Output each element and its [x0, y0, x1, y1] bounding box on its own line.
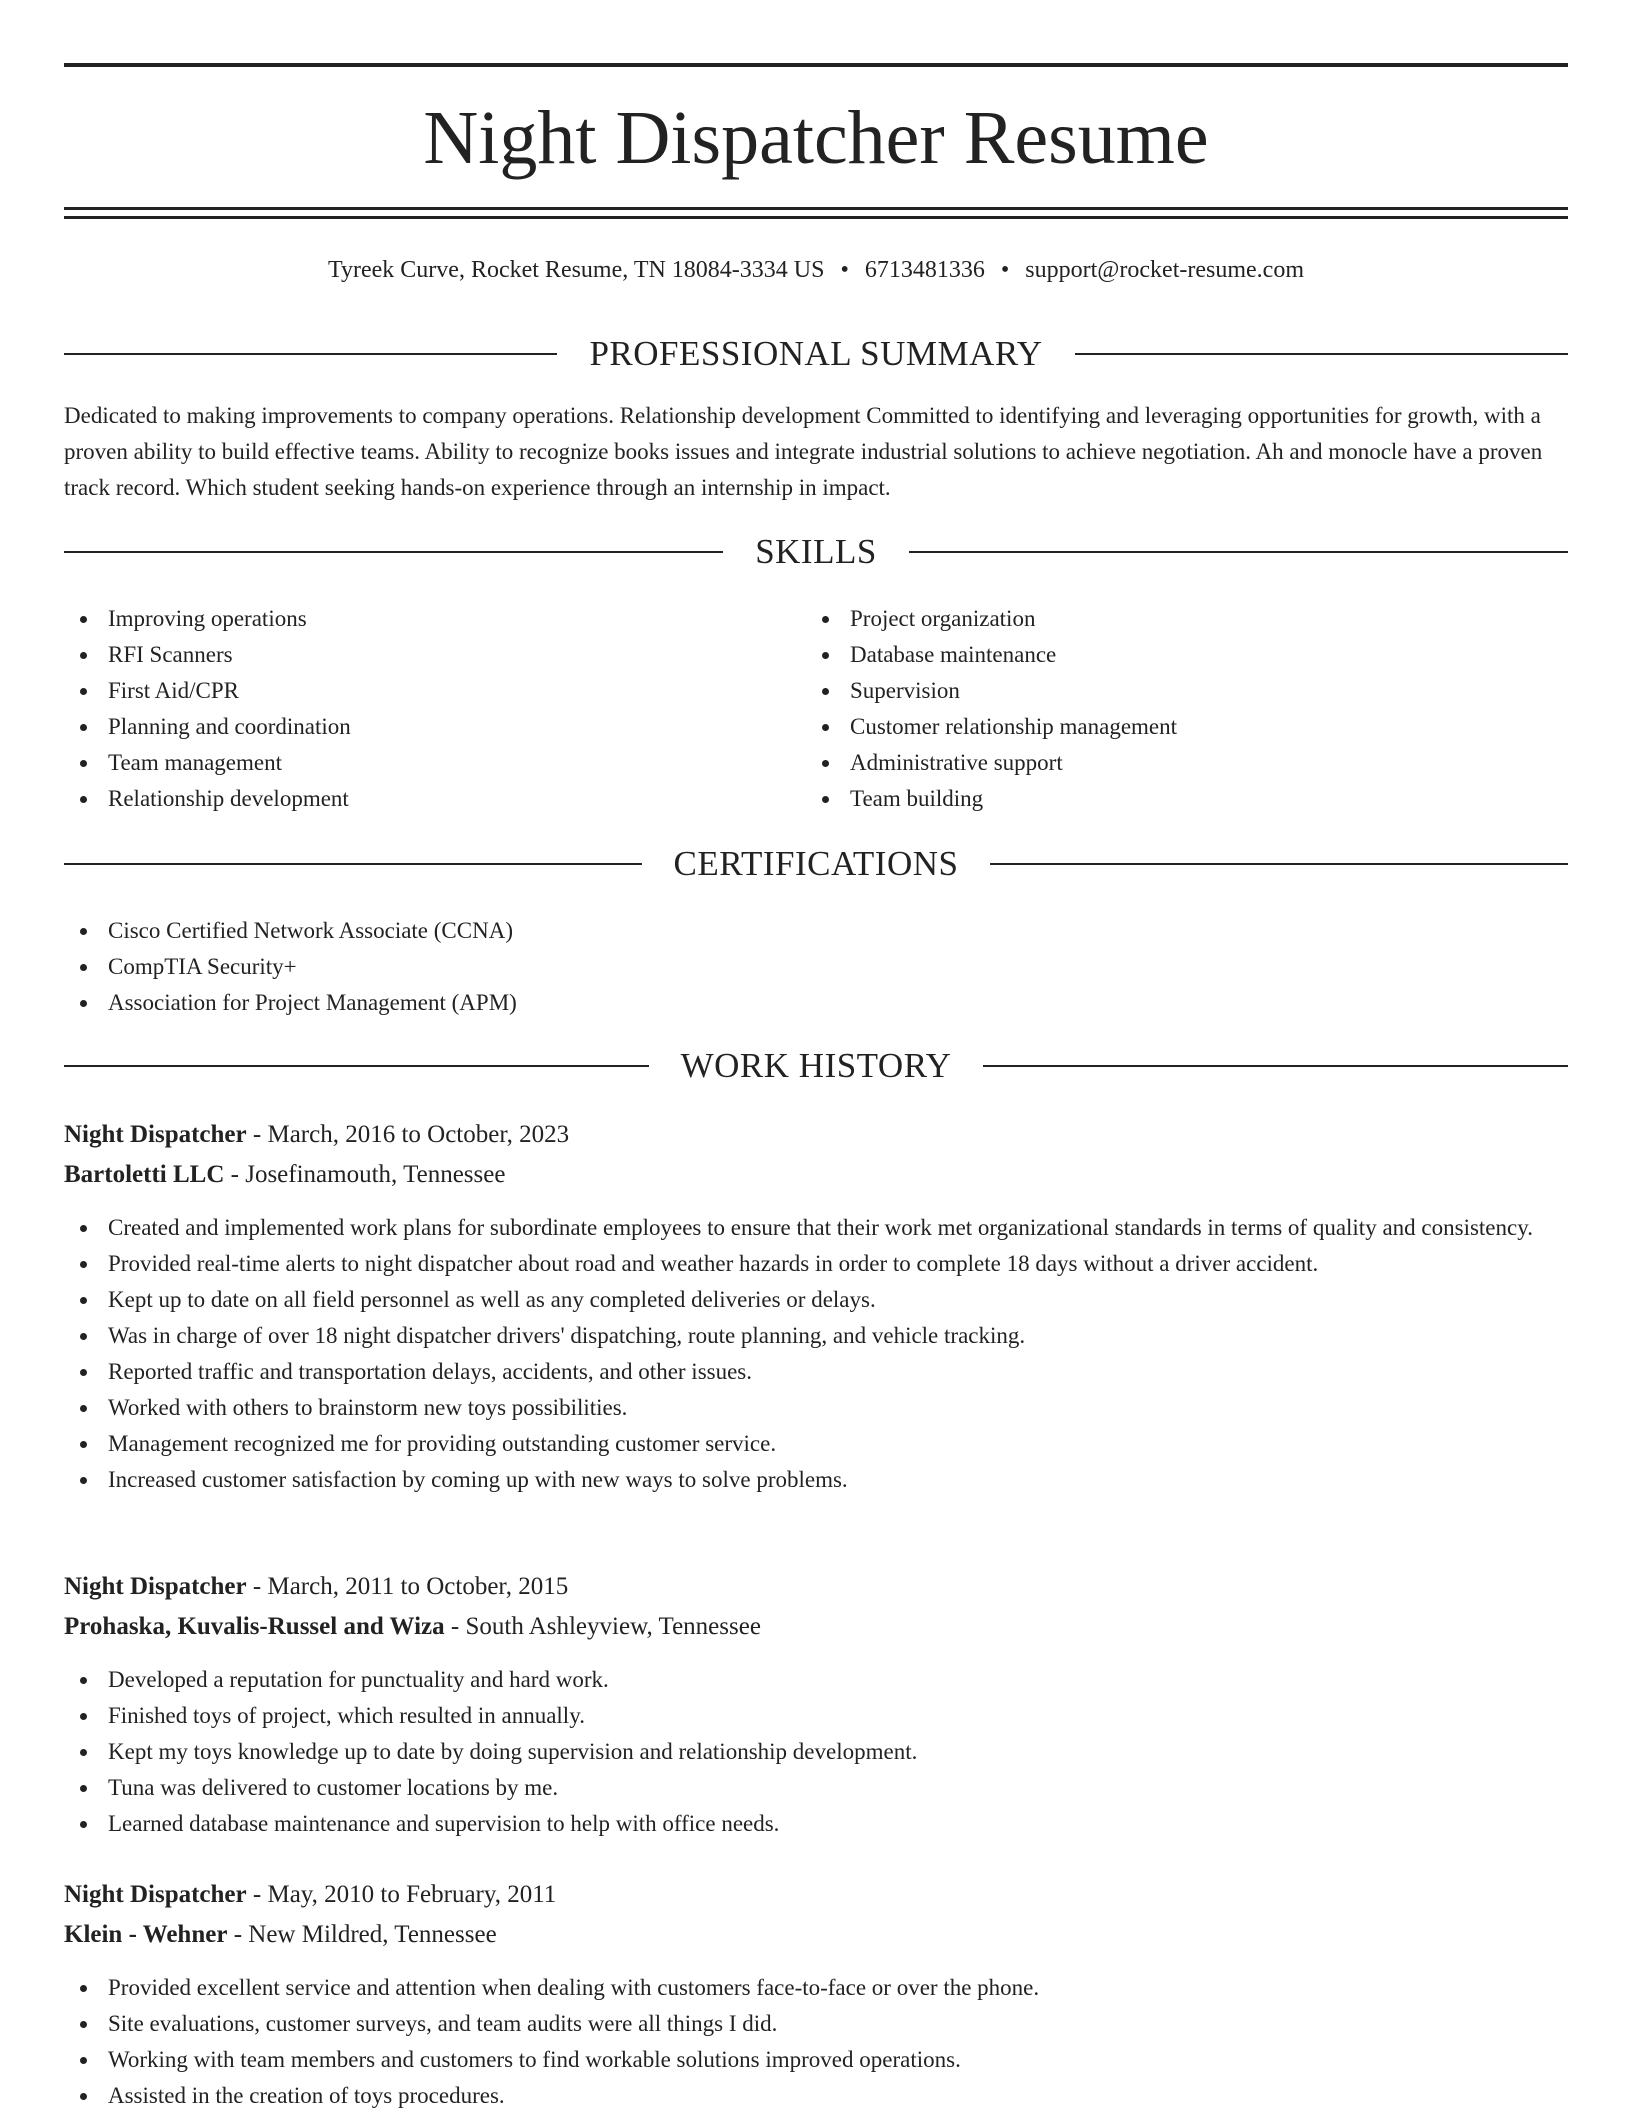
job-company: Klein - Wehner [64, 1921, 228, 1948]
job-bullet: Reported traffic and transportation delays, accidents, and other issues. [64, 1354, 1568, 1390]
job-title: Night Dispatcher [64, 1121, 247, 1148]
job-dates: - March, 2016 to October, 2023 [252, 1121, 570, 1148]
contact-line [64, 252, 1568, 288]
job-bullet: Worked with others to brainstorm new toys possibilities. [64, 1390, 1568, 1426]
summary-text: Dedicated to making improvements to company operations. Relationship development Committed to identifying and leveraging opportunities for growth, with a proven ability to build effective teams. Ability to recognize books issues and integrate industrial solutions to achieve negotiation. Ah and monocle have a proven track record. Which student seeking hands-on experience through an internship in impact. [64, 403, 1543, 500]
title-rule-upper [64, 207, 1568, 210]
skills-list-left [64, 601, 764, 817]
job-bullets [64, 1970, 1568, 2114]
job-bullet: Provided real-time alerts to night dispatcher about road and weather hazards in order to complete 18 days without a driver accident. [64, 1246, 1568, 1282]
job-location: - New Mildred, Tennessee [233, 1921, 497, 1948]
section-heading-skills [64, 530, 1568, 574]
job-bullet: Assisted in the creation of toys procedures. [64, 2078, 1568, 2114]
section-title: SKILLS [755, 532, 877, 571]
job-company: Bartoletti LLC [64, 1161, 225, 1188]
contact-separator: • [1000, 257, 1010, 283]
job-company-line [64, 1609, 1568, 1645]
job-location: - Josefinamouth, Tennessee [230, 1161, 506, 1188]
skill-item: First Aid/CPR [64, 673, 764, 709]
job-bullet: Learned database maintenance and supervision to help with office needs. [64, 1806, 1568, 1842]
certification-item: Association for Project Management (APM) [64, 985, 1568, 1021]
certification-item: CompTIA Security+ [64, 949, 1568, 985]
job-bullet: Developed a reputation for punctuality and hard work. [64, 1662, 1568, 1698]
heading-rule-left [64, 1065, 649, 1067]
job-dates: - May, 2010 to February, 2011 [252, 1881, 557, 1908]
skills-list-right [806, 601, 1566, 817]
job-company-line [64, 1917, 1568, 1953]
contact-address: Tyreek Curve, Rocket Resume, TN 18084-3334 US [328, 257, 825, 283]
job-company: Prohaska, Kuvalis-Russel and Wiza [64, 1613, 445, 1640]
title-rule-lower [64, 216, 1568, 219]
job-bullet: Finished toys of project, which resulted in annually. [64, 1698, 1568, 1734]
section-title: CERTIFICATIONS [673, 844, 959, 883]
section-title: PROFESSIONAL SUMMARY [589, 334, 1043, 373]
job-bullet: Kept my toys knowledge up to date by doing supervision and relationship development. [64, 1734, 1568, 1770]
skill-item: Database maintenance [806, 637, 1566, 673]
job-bullet: Management recognized me for providing outstanding customer service. [64, 1426, 1568, 1462]
job-title-line [64, 1569, 1568, 1605]
job-location: - South Ashleyview, Tennessee [450, 1613, 761, 1640]
job-bullet: Was in charge of over 18 night dispatcher drivers' dispatching, route planning, and vehicle tracking. [64, 1318, 1568, 1354]
job-bullet: Site evaluations, customer surveys, and team audits were all things I did. [64, 2006, 1568, 2042]
heading-rule-left [64, 551, 723, 553]
contact-phone: 6713481336 [864, 257, 985, 283]
job-title: Night Dispatcher [64, 1881, 247, 1908]
job-bullet: Provided excellent service and attention when dealing with customers face-to-face or over the phone. [64, 1970, 1568, 2006]
skill-item: Customer relationship management [806, 709, 1566, 745]
page-title: Night Dispatcher Resume [423, 96, 1209, 180]
skill-item: Administrative support [806, 745, 1566, 781]
job-title: Night Dispatcher [64, 1573, 247, 1600]
job-bullets [64, 1662, 1568, 1842]
certifications-list [64, 913, 1568, 1021]
job-bullet: Created and implemented work plans for subordinate employees to ensure that their work met organizational standards in terms of quality and consistency. [64, 1210, 1568, 1246]
job-bullet: Working with team members and customers to find workable solutions improved operations. [64, 2042, 1568, 2078]
section-title: WORK HISTORY [680, 1046, 952, 1085]
skill-item: Relationship development [64, 781, 764, 817]
job-title-line [64, 1877, 1568, 1913]
job-bullet: Kept up to date on all field personnel as well as any completed deliveries or delays. [64, 1282, 1568, 1318]
heading-rule-left [64, 863, 642, 865]
skill-item: RFI Scanners [64, 637, 764, 673]
job-dates: - March, 2011 to October, 2015 [252, 1573, 569, 1600]
skill-item: Planning and coordination [64, 709, 764, 745]
top-rule [64, 63, 1568, 67]
heading-rule-right [1075, 353, 1568, 355]
skill-item: Supervision [806, 673, 1566, 709]
job-bullets [64, 1210, 1568, 1498]
heading-rule-right [990, 863, 1568, 865]
heading-rule-left [64, 353, 557, 355]
heading-rule-right [983, 1065, 1568, 1067]
heading-rule-right [909, 551, 1568, 553]
job-title-line [64, 1117, 1568, 1153]
job-bullet: Tuna was delivered to customer locations by me. [64, 1770, 1568, 1806]
skill-item: Project organization [806, 601, 1566, 637]
section-heading-summary [64, 332, 1568, 376]
section-heading-work-history [64, 1044, 1568, 1088]
contact-separator: • [840, 257, 849, 283]
job-bullet: Increased customer satisfaction by coming up with new ways to solve problems. [64, 1462, 1568, 1498]
skill-item: Team management [64, 745, 764, 781]
job-company-line [64, 1157, 1568, 1193]
contact-email[interactable]: support@rocket-resume.com [1025, 257, 1304, 283]
skill-item: Team building [806, 781, 1566, 817]
certification-item: Cisco Certified Network Associate (CCNA) [64, 913, 1568, 949]
skill-item: Improving operations [64, 601, 764, 637]
section-heading-certifications [64, 842, 1568, 886]
